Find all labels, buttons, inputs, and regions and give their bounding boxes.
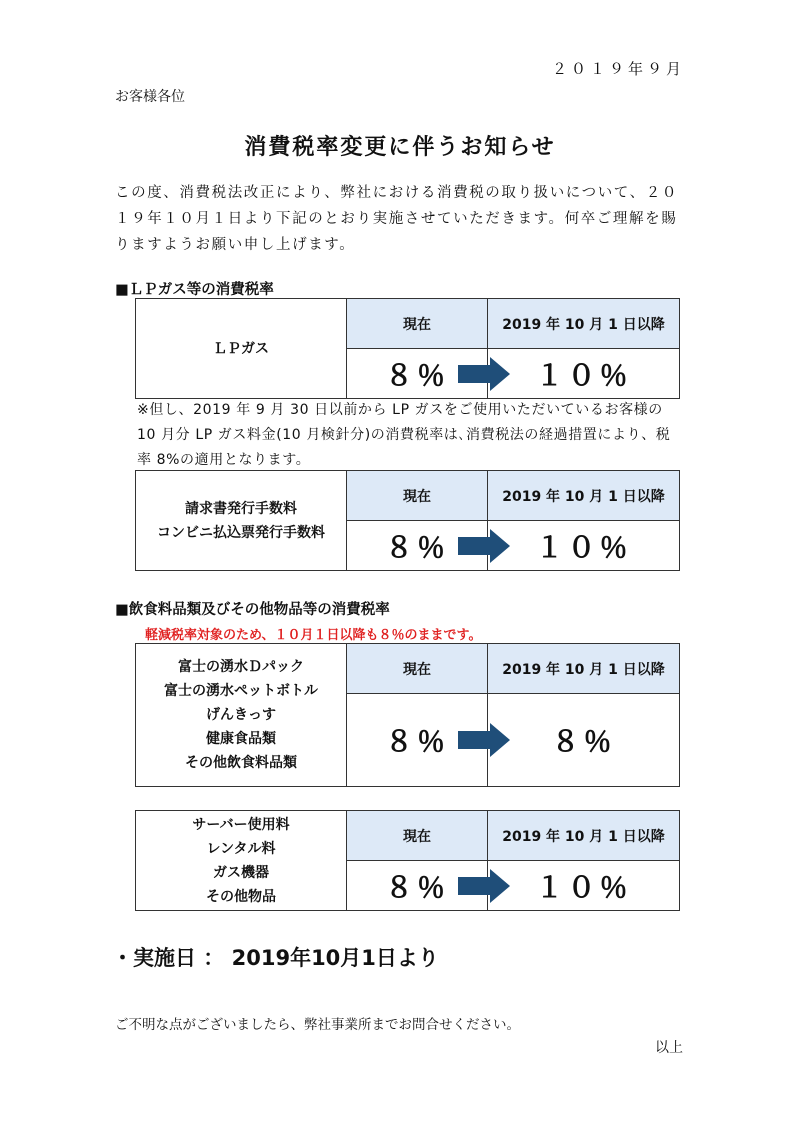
header-current: 現在 — [347, 644, 488, 694]
rate-current: ８％ — [347, 861, 488, 911]
item-name: 富士の湧水ペットボトル — [164, 683, 318, 699]
document-date: ２０１９年９月 — [551, 60, 685, 78]
header-current: 現在 — [347, 299, 488, 349]
header-after: 2019 年 10 月 1 日以降 — [488, 299, 680, 349]
page-title: 消費税率変更に伴うお知らせ — [244, 135, 556, 160]
closing-ijou: 以上 — [655, 1040, 683, 1056]
reduced-rate-note: 軽減税率対象のため、１０月１日以降も８％のままです。 — [145, 628, 482, 643]
item-cell — [136, 299, 347, 399]
header-after: 2019 年 10 月 1 日以降 — [488, 644, 680, 694]
rate-after: １０％ — [535, 870, 632, 904]
arrow-right-icon — [458, 723, 510, 757]
arrow-right-icon — [458, 529, 510, 563]
implementation-date: ・実施日 ： 2019年10月1日より — [112, 946, 439, 970]
item-name: レンタル料 — [206, 840, 276, 857]
rate-table-other-goods — [135, 810, 680, 911]
item-name: サーバー使用料 — [192, 816, 290, 833]
arrow-right-icon — [458, 869, 510, 903]
intro-paragraph: この度、消費税法改正により、弊社における消費税の取り扱いについて、２０１９年１０月１日より下記のとおり実施させていただきます。何卒ご理解を賜りますようお願い申し上げます。 — [115, 185, 678, 253]
rate-table-fees — [135, 470, 680, 571]
item-name: げんきっす — [206, 707, 276, 723]
header-current: 現在 — [347, 471, 488, 521]
addressee: お客様各位 — [115, 89, 185, 105]
rate-after-cell — [488, 861, 680, 911]
rate-table-food — [135, 643, 680, 787]
arrow-right-icon — [458, 357, 510, 391]
rate-table-lpgas — [135, 298, 680, 399]
item-name: その他飲食料品類 — [185, 755, 297, 771]
section-heading-food: ■飲食料品類及びその他物品等の消費税率 — [115, 602, 390, 618]
rate-current: ８％ — [347, 349, 488, 399]
header-after: 2019 年 10 月 1 日以降 — [488, 811, 680, 861]
item-name: 富士の湧水Ｄパック — [178, 659, 304, 675]
rate-current: ８％ — [347, 694, 488, 787]
rate-after-cell — [488, 694, 680, 787]
lpgas-transition-note: ※但し、2019 年 9 月 30 日以前から LP ガスをご使用いただいているお客様の 10 月分 LP ガス料金(10 月検針分)の消費税率は､消費税法の経過措置により、税率 8%の適用となります。 — [137, 402, 671, 468]
item-name: コンビニ払込票発行手数料 — [157, 524, 325, 541]
item-name: 請求書発行手数料 — [185, 500, 297, 517]
rate-after: １０％ — [535, 530, 632, 564]
rate-after-cell — [488, 349, 680, 399]
closing-message: ご不明な点がございましたら、弊社事業所までお問合せください。 — [115, 1017, 520, 1033]
item-name: ガス機器 — [213, 864, 269, 881]
item-name: その他物品 — [206, 888, 276, 905]
header-current: 現在 — [347, 811, 488, 861]
item-cell — [136, 811, 347, 911]
item-name: 健康食品類 — [206, 731, 276, 747]
header-after: 2019 年 10 月 1 日以降 — [488, 471, 680, 521]
rate-current: ８％ — [347, 521, 488, 571]
rate-after: ８％ — [551, 725, 616, 758]
rate-after-cell — [488, 521, 680, 571]
item-cell — [136, 644, 347, 787]
section-heading-lpgas: ■ＬＰガス等の消費税率 — [115, 282, 274, 298]
item-name: ＬＰガス — [213, 340, 269, 357]
item-cell — [136, 471, 347, 571]
rate-after: １０％ — [535, 358, 632, 392]
